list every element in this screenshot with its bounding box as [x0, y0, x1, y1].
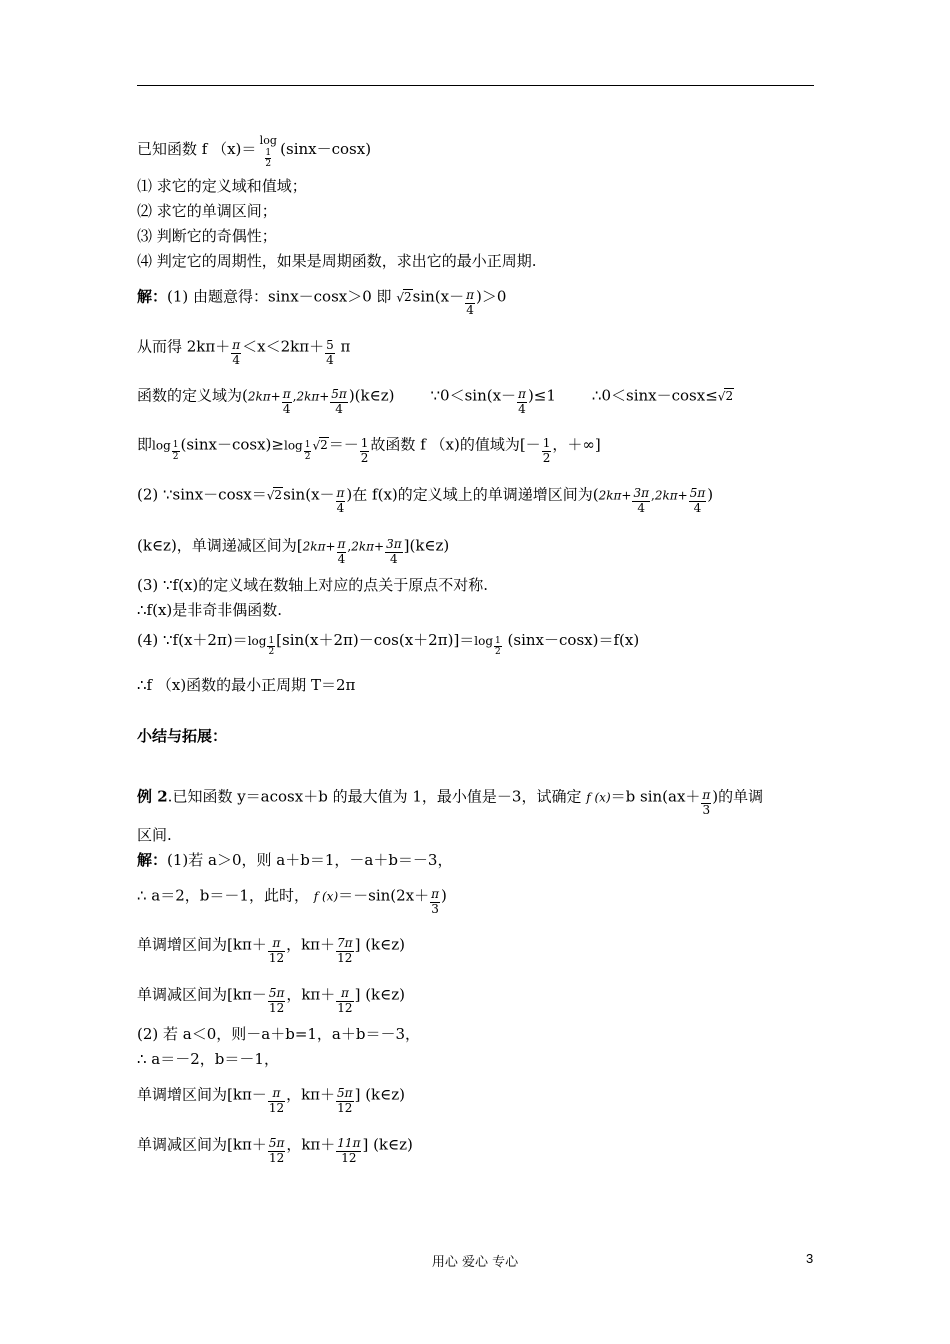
- solution-line-1: 解：(1) 由题意得：sinx－cosx＞0 即 √2sin(x－ $\frac{\pi}{4}$ )＞0: [137, 287, 507, 317]
- example-solution-5: (2) 若 a＜0，则－a＋b=1，a＋b＝－3，: [137, 1025, 421, 1043]
- solution-line-9: (4) ∵f(x＋2π)＝log $\frac{1}{2}$ [sin(x＋2π)－cos(x＋2π)]＝log $\frac{1}{2}$ (sinx－cosx)＝f(x): [137, 630, 640, 658]
- log-half: log 1 2: [259, 134, 277, 169]
- solution-line-5: (2) ∵sinx－cosx＝√2sin(x－ $\frac{\pi}{4}$ )在 f(x)的定义域上的单调递增区间为(2kπ+ $\frac{3\pi}{4}$ ,2kπ+ $\frac{5\pi}{4}$ ): [137, 485, 714, 515]
- example-solution-4: 单调减区间为[kπ－ $\frac{5\pi}{12}$ ，kπ＋ $\frac{\pi}{12}$ ] (k∈z): [137, 985, 405, 1015]
- question-1: ⑴ 求它的定义域和值域；: [137, 177, 307, 195]
- solution-line-3: 函数的定义域为(2kπ+ $\frac{\pi}{4}$ ,2kπ+ $\frac{5\pi}{4}$ )(k∈z) ∵0＜sin(x－ $\frac{\pi}{4}$ )≤1 ∴0＜sinx－cosx≤√2: [137, 386, 734, 416]
- example-solution-3: 单调增区间为[kπ＋ $\frac{\pi}{12}$ ，kπ＋ $\frac{7\pi}{12}$ ] (k∈z): [137, 935, 405, 965]
- question-3: ⑶ 判断它的奇偶性；: [137, 227, 277, 245]
- example-solution-1: 解：(1)若 a＞0，则 a＋b＝1，－a＋b＝－3，: [137, 851, 453, 869]
- page-footer: 用心 爱心 专心: [431, 1255, 519, 1270]
- question-2: ⑵ 求它的单调区间；: [137, 202, 277, 220]
- fraction-pi-4: $\frac{\pi}{4}$: [466, 288, 474, 317]
- example-solution-8: 单调减区间为[kπ＋ $\frac{5\pi}{12}$ ，kπ＋ $\frac{11\pi}{12}$ ] (k∈z): [137, 1135, 413, 1165]
- intro-line: 已知函数 f （x)＝ log 1 2 (sinx－cosx): [137, 134, 372, 169]
- page-number: 3: [806, 1251, 814, 1266]
- solution-line-2: 从而得 2kπ＋ $\frac{\pi}{4}$ ＜x＜2kπ＋ $\frac{5}{4}$ π: [137, 337, 351, 367]
- header-rule: [137, 85, 814, 86]
- solution-line-10: ∴f （x)函数的最小正周期 T＝2π: [137, 676, 356, 694]
- sqrt-sign: √: [396, 290, 404, 305]
- example-solution-7: 单调增区间为[kπ－ $\frac{\pi}{12}$ ，kπ＋ $\frac{5\pi}{12}$ ] (k∈z): [137, 1085, 405, 1115]
- summary-heading: 小结与拓展：: [137, 727, 228, 745]
- example-2-line-1: 例 2.已知函数 y＝acosx＋b 的最大值为 1，最小值是－3，试确定 f (x)＝b sin(ax＋ $\frac{\pi}{3}$ )的单调: [137, 787, 764, 817]
- example-2-line-2: 区间.: [137, 826, 172, 844]
- solution-line-6: (k∈z)，单调递减区间为[2kπ+ $\frac{\pi}{4}$ ,2kπ+ $\frac{3\pi}{4}$ ](k∈z): [137, 536, 450, 566]
- solution-line-7: (3) ∵f(x)的定义域在数轴上对应的点关于原点不对称.: [137, 576, 489, 594]
- example-solution-6: ∴ a＝－2，b＝－1，: [137, 1050, 279, 1068]
- solution-line-4: 即log $\frac{1}{2}$ (sinx－cosx)≥log $\frac{1}{2}$ √2＝－ $\frac{1}{2}$ 故函数 f （x)的值域为[－ $\frac{1}{2}$ ，＋∞]: [137, 435, 601, 465]
- question-4: ⑷ 判定它的周期性，如果是周期函数，求出它的最小正周期.: [137, 252, 537, 270]
- example-solution-2: ∴ a＝2，b＝－1，此时， f (x)＝－sin(2x＋ $\frac{\pi}{3}$ ): [137, 886, 447, 916]
- solution-line-8: ∴f(x)是非奇非偶函数.: [137, 601, 283, 619]
